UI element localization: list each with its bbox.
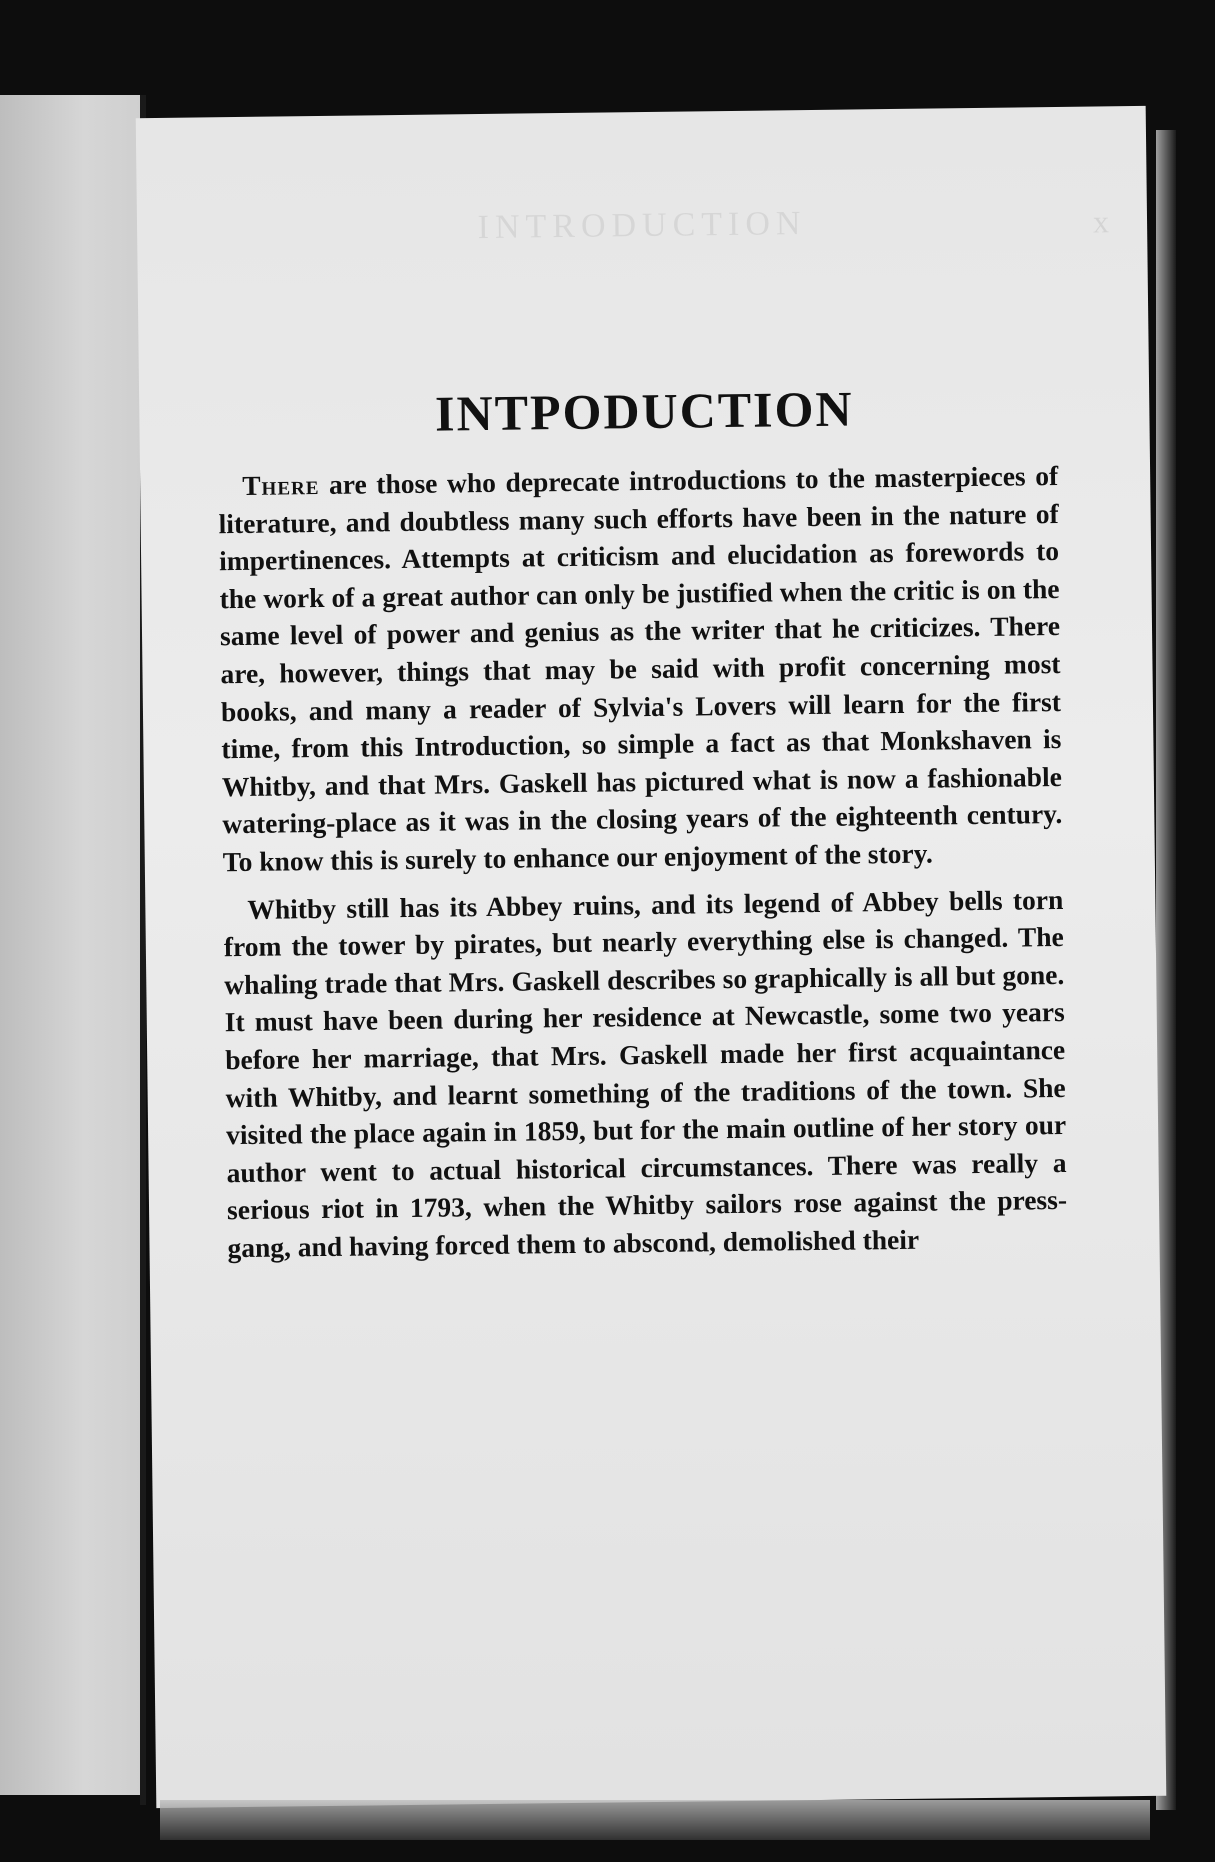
bleed-through-header: INTRODUCTION [477,205,807,247]
paragraph-lead: There [242,469,320,501]
paragraph-1 [218,457,1063,881]
page-title: INTPODUCTION [434,380,854,442]
paragraph-text: are those who deprecate introductions to the masterpieces of literature, and doubtless many such efforts have been in the nature of impertinences. Attempts at criticism and elucidation as forewords to the work of a great author can only be justified when the critic is on the same level of power and genius as the writer that he criticizes. There are, however, things that may be said with profit concerning most books, and many a reader of Sylvia's Lovers will learn for the first time, from this Introduction, so simple a fact as that Monkshaven is Whitby, and that Mrs. Gaskell has pictured what is now a fashionable watering-place as it was in the closing years of the eighteenth century. To know this is surely to enhance our enjoyment of the story. [218,459,1063,878]
paragraph-2 [223,880,1068,1266]
body-text [218,457,1068,1267]
book-page [136,106,1167,1808]
page-bottom-edge [160,1800,1150,1840]
paragraph-text: Whitby still has its Abbey ruins, and its legend of Abbey bells torn from the tower by pirates, but nearly everything else is changed. The whaling trade that Mrs. Gaskell describes so graphically is all but gone. It must have been during her residence at Newcastle, some two years before her marriage, that Mrs. Gaskell made her first acquaintance with Whitby, and learnt something of the traditions of the town. She visited the place again in 1859, but for the main outline of her story our author went to actual historical circumstances. There was really a serious riot in 1793, when the Whitby sailors rose against the press-gang, and having forced them to abscond, demolished their [223,883,1068,1264]
bleed-through-page-number: x [1092,203,1110,240]
facing-page-edge [0,95,140,1795]
